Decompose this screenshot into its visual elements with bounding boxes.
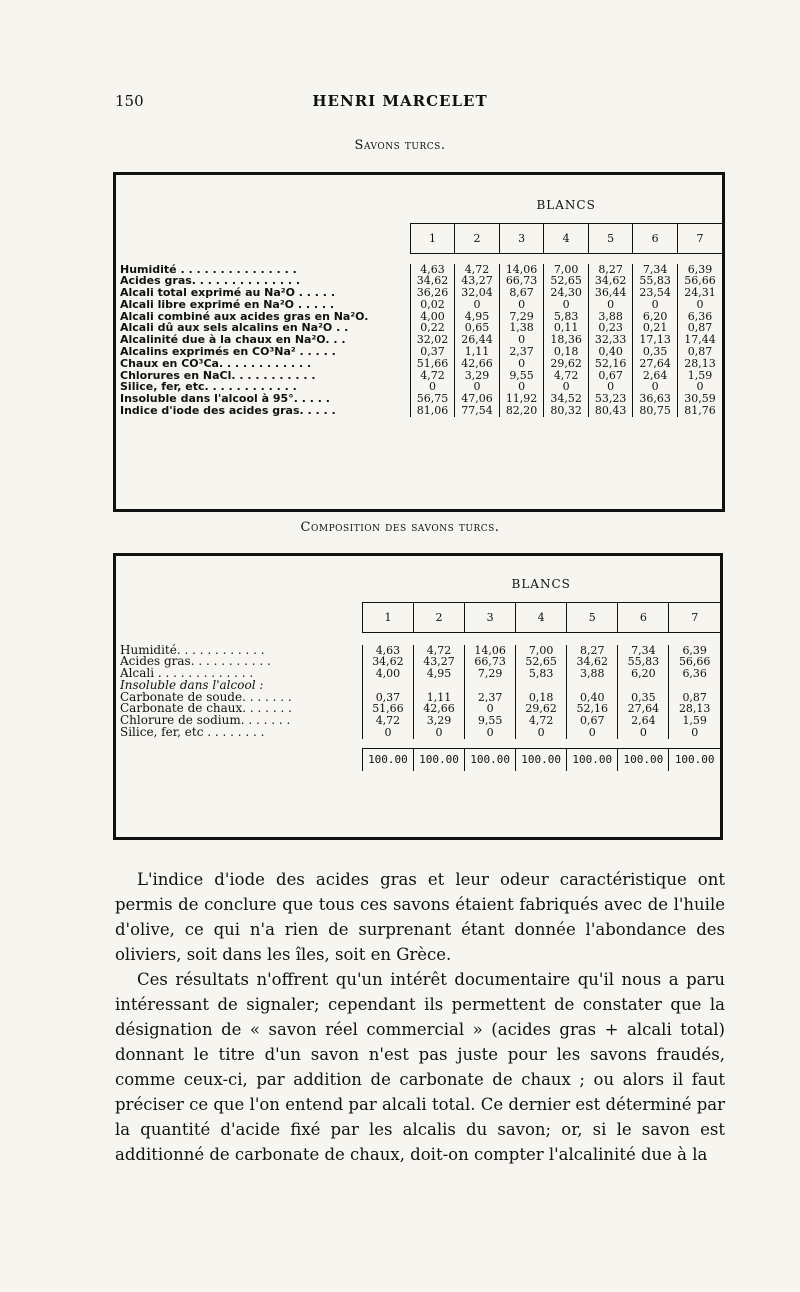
cell-value: 66,73 [499, 275, 544, 287]
column-header: 6 [618, 603, 669, 633]
cell-value: 0,40 [567, 692, 618, 704]
cell-value: 56,75 [410, 393, 455, 405]
cell-value: 14,06 [465, 645, 516, 657]
table-row [116, 358, 722, 370]
cell-value: 28,13 [677, 358, 722, 370]
cell-value: 0 [455, 381, 500, 393]
total-value: 100.00 [362, 749, 413, 771]
cell-value: 1,11 [455, 346, 500, 358]
cell-value [567, 680, 618, 692]
cell-value: 0,37 [362, 692, 413, 704]
cell-value: 43,27 [413, 656, 464, 668]
row-label: Humidité. . . . . . . . . . . . [120, 642, 265, 657]
cell-value: 66,73 [465, 656, 516, 668]
cell-value: 52,65 [516, 656, 567, 668]
cell-value: 4,72 [410, 370, 455, 382]
cell-value: 51,66 [362, 703, 413, 715]
cell-value: 4,63 [362, 645, 413, 657]
row-label: Chlorure de sodium. . . . . . . [120, 713, 291, 728]
cell-value: 1,11 [413, 692, 464, 704]
row-label: Alcali total exprimé au Na²O . . . . . [120, 286, 335, 300]
cell-value: 24,30 [544, 287, 589, 299]
cell-value: 34,62 [410, 275, 455, 287]
cell-value: 0,67 [588, 370, 633, 382]
cell-value: 80,32 [544, 405, 589, 417]
cell-value: 0,40 [588, 346, 633, 358]
cell-value: 0 [677, 299, 722, 311]
row-label: Alcali . . . . . . . . . . . . . [120, 666, 254, 681]
cell-value: 34,62 [588, 275, 633, 287]
row-label: Insoluble dans l'alcool : [120, 677, 264, 692]
row-label: Chaux en CO³Ca. . . . . . . . . . . . [120, 356, 312, 370]
total-value: 100.00 [567, 749, 618, 771]
cell-value: 0 [544, 381, 589, 393]
cell-value: 29,62 [544, 358, 589, 370]
cell-value: 27,64 [633, 358, 678, 370]
cell-value: 43,27 [455, 275, 500, 287]
paragraph: Ces résultats n'offrent qu'un intérêt documentaire qu'il nous a paru intéressant de signaler; cependant ils permettent de constater que la désignation de « savon réel commercial » (acides gras + alcali total) donnant le titre d'un savon n'est pas juste pour les savons fraudés, comme ceux-ci, par addition de carbonate de chaux ; ou alors il faut préciser ce que l'on entend par alcali total. Ce dernier est déterminé par la quantité d'acide fixé par les alcalis du savon; or, si le savon est additionné de carbonate de chaux, doit-on compter l'alcalinité due à la [115, 970, 725, 1164]
cell-value: 7,34 [618, 645, 669, 657]
cell-value: 18,36 [544, 334, 589, 346]
table-composition-savons-turcs [113, 553, 723, 840]
page-number: 150 [115, 92, 144, 110]
row-label: Alcali dû aux sels alcalins en Na²O . . [120, 321, 349, 335]
cell-value: 0 [410, 381, 455, 393]
cell-value: 0 [516, 727, 567, 739]
cell-value: 0,87 [677, 322, 722, 334]
cell-value: 52,65 [544, 275, 589, 287]
row-label: Indice d'iode des acides gras. . . . . [120, 404, 336, 418]
cell-value: 4,72 [413, 645, 464, 657]
cell-value: 80,43 [588, 405, 633, 417]
row-label: Alcali libre exprimé en Na²O . . . . . [120, 297, 335, 311]
cell-value: 26,44 [455, 334, 500, 346]
cell-value: 9,55 [499, 370, 544, 382]
group-header: BLANCS [362, 568, 720, 603]
row-label: Humidité . . . . . . . . . . . . . . . [120, 262, 297, 276]
cell-value: 6,20 [633, 311, 678, 323]
cell-value: 4,00 [362, 668, 413, 680]
row-label: Acides gras. . . . . . . . . . . . . . [120, 274, 301, 288]
cell-value [516, 680, 567, 692]
cell-value: 2,64 [618, 715, 669, 727]
cell-value: 3,29 [455, 370, 500, 382]
cell-value: 0 [465, 703, 516, 715]
cell-value: 0 [362, 727, 413, 739]
cell-value [413, 680, 464, 692]
column-header: 1 [410, 224, 455, 254]
column-header: 1 [362, 603, 413, 633]
cell-value: 0 [633, 299, 678, 311]
cell-value: 3,88 [588, 311, 633, 323]
cell-value: 4,63 [410, 264, 455, 276]
cell-value: 0,23 [588, 322, 633, 334]
cell-value: 0 [567, 727, 618, 739]
column-header: 3 [465, 603, 516, 633]
cell-value: 28,13 [669, 703, 720, 715]
cell-value: 34,52 [544, 393, 589, 405]
total-value: 100.00 [413, 749, 464, 771]
cell-value: 1,59 [669, 715, 720, 727]
cell-value: 0,35 [633, 346, 678, 358]
cell-value: 53,23 [588, 393, 633, 405]
cell-value: 77,54 [455, 405, 500, 417]
row-label: Acides gras. . . . . . . . . . . [120, 654, 271, 669]
cell-value: 7,00 [516, 645, 567, 657]
cell-value: 2,64 [633, 370, 678, 382]
total-value: 100.00 [669, 749, 720, 771]
cell-value: 6,20 [618, 668, 669, 680]
row-label: Alcalins exprimés en CO³Na² . . . . . [120, 345, 336, 359]
cell-value: 8,27 [567, 645, 618, 657]
cell-value [465, 680, 516, 692]
cell-value: 8,27 [588, 264, 633, 276]
cell-value: 0,87 [669, 692, 720, 704]
cell-value: 8,67 [499, 287, 544, 299]
table-row [116, 727, 720, 739]
column-header: 7 [669, 603, 720, 633]
cell-value: 0 [499, 299, 544, 311]
cell-value: 0,18 [544, 346, 589, 358]
cell-value: 56,66 [669, 656, 720, 668]
cell-value: 7,00 [544, 264, 589, 276]
cell-value: 0 [465, 727, 516, 739]
cell-value: 4,72 [362, 715, 413, 727]
cell-value: 27,64 [618, 703, 669, 715]
cell-value [618, 680, 669, 692]
cell-value: 34,62 [567, 656, 618, 668]
cell-value: 52,16 [567, 703, 618, 715]
cell-value: 0,18 [516, 692, 567, 704]
cell-value: 0,21 [633, 322, 678, 334]
table1-caption: Savons turcs. [354, 138, 446, 153]
cell-value: 7,29 [499, 311, 544, 323]
cell-value: 80,75 [633, 405, 678, 417]
cell-value: 2,37 [465, 692, 516, 704]
cell-value: 51,66 [410, 358, 455, 370]
total-value: 100.00 [516, 749, 567, 771]
cell-value: 0,35 [618, 692, 669, 704]
column-header: 7 [677, 224, 722, 254]
cell-value: 42,66 [413, 703, 464, 715]
column-header: 2 [413, 603, 464, 633]
row-label: Carbonate de chaux. . . . . . . [120, 701, 292, 716]
cell-value: 0 [588, 299, 633, 311]
cell-value: 6,36 [669, 668, 720, 680]
cell-value: 82,20 [499, 405, 544, 417]
total-value: 100.00 [618, 749, 669, 771]
table-row [116, 299, 722, 311]
cell-value: 14,06 [499, 264, 544, 276]
table-row [116, 405, 722, 417]
cell-value [362, 680, 413, 692]
cell-value: 5,83 [516, 668, 567, 680]
running-title: HENRI MARCELET [312, 92, 488, 110]
cell-value: 6,39 [677, 264, 722, 276]
cell-value: 4,72 [544, 370, 589, 382]
cell-value [669, 680, 720, 692]
cell-value: 0 [588, 381, 633, 393]
column-header: 2 [455, 224, 500, 254]
cell-value: 7,29 [465, 668, 516, 680]
cell-value: 0 [499, 358, 544, 370]
cell-value: 0,67 [567, 715, 618, 727]
cell-value: 32,02 [410, 334, 455, 346]
cell-value: 36,63 [633, 393, 678, 405]
cell-value: 17,13 [633, 334, 678, 346]
cell-value: 24,31 [677, 287, 722, 299]
column-header: 4 [516, 603, 567, 633]
cell-value: 1,59 [677, 370, 722, 382]
cell-value: 9,55 [465, 715, 516, 727]
table2-caption: Composition des savons turcs. [300, 520, 500, 535]
cell-value: 3,29 [413, 715, 464, 727]
cell-value: 36,44 [588, 287, 633, 299]
cell-value: 0 [499, 381, 544, 393]
cell-value: 42,66 [455, 358, 500, 370]
cell-value: 0 [413, 727, 464, 739]
cell-value: 4,72 [455, 264, 500, 276]
cell-value: 0 [677, 381, 722, 393]
cell-value: 4,95 [413, 668, 464, 680]
cell-value: 52,16 [588, 358, 633, 370]
column-header: 5 [588, 224, 633, 254]
cell-value: 7,34 [633, 264, 678, 276]
cell-value: 34,62 [362, 656, 413, 668]
cell-value: 0 [618, 727, 669, 739]
column-header: 5 [567, 603, 618, 633]
cell-value: 32,33 [588, 334, 633, 346]
cell-value: 56,66 [677, 275, 722, 287]
row-label: Alcali combiné aux acides gras en Na²O. [120, 309, 369, 323]
row-label: Silice, fer, etc . . . . . . . . [120, 725, 265, 740]
column-header: 6 [633, 224, 678, 254]
cell-value: 4,72 [516, 715, 567, 727]
cell-value: 55,83 [618, 656, 669, 668]
column-header: 4 [544, 224, 589, 254]
cell-value: 0,65 [455, 322, 500, 334]
row-label: Chlorures en NaCl. . . . . . . . . . . [120, 368, 316, 382]
cell-value: 81,06 [410, 405, 455, 417]
cell-value: 4,00 [410, 311, 455, 323]
cell-value: 29,62 [516, 703, 567, 715]
cell-value: 36,26 [410, 287, 455, 299]
cell-value: 81,76 [677, 405, 722, 417]
cell-value: 0 [499, 334, 544, 346]
total-value: 100.00 [465, 749, 516, 771]
cell-value: 0,87 [677, 346, 722, 358]
cell-value: 6,36 [677, 311, 722, 323]
group-header: BLANCS [410, 189, 722, 224]
row-label: Alcalinité due à la chaux en Na²O. . . [120, 333, 346, 347]
cell-value: 6,39 [669, 645, 720, 657]
cell-value: 23,54 [633, 287, 678, 299]
cell-value: 0,11 [544, 322, 589, 334]
row-label: Carbonate de soude. . . . . . . [120, 689, 292, 704]
cell-value: 0 [544, 299, 589, 311]
cell-value: 0 [455, 299, 500, 311]
cell-value: 55,83 [633, 275, 678, 287]
cell-value: 0 [633, 381, 678, 393]
cell-value: 2,37 [499, 346, 544, 358]
cell-value: 47,06 [455, 393, 500, 405]
row-label: Insoluble dans l'alcool à 95°. . . . . [120, 392, 330, 406]
cell-value: 0,37 [410, 346, 455, 358]
cell-value: 32,04 [455, 287, 500, 299]
table-savons-turcs [113, 172, 725, 512]
cell-value: 1,38 [499, 322, 544, 334]
cell-value: 11,92 [499, 393, 544, 405]
page-header [0, 92, 800, 112]
cell-value: 17,44 [677, 334, 722, 346]
cell-value: 0,22 [410, 322, 455, 334]
row-label: Silice, fer, etc. . . . . . . . . . . . [120, 380, 297, 394]
cell-value: 0,02 [410, 299, 455, 311]
column-header: 3 [499, 224, 544, 254]
cell-value: 4,95 [455, 311, 500, 323]
body-text [115, 867, 725, 1167]
paragraph: L'indice d'iode des acides gras et leur odeur caractéristique ont permis de conclure que tous ces savons étaient fabriqués avec de l'huile d'olive, ce qui n'a rien de surprenant étant donnée l'abondance des oliviers, soit dans les îles, soit en Grèce. [115, 870, 725, 964]
cell-value: 3,88 [567, 668, 618, 680]
cell-value: 5,83 [544, 311, 589, 323]
cell-value: 0 [669, 727, 720, 739]
cell-value: 30,59 [677, 393, 722, 405]
